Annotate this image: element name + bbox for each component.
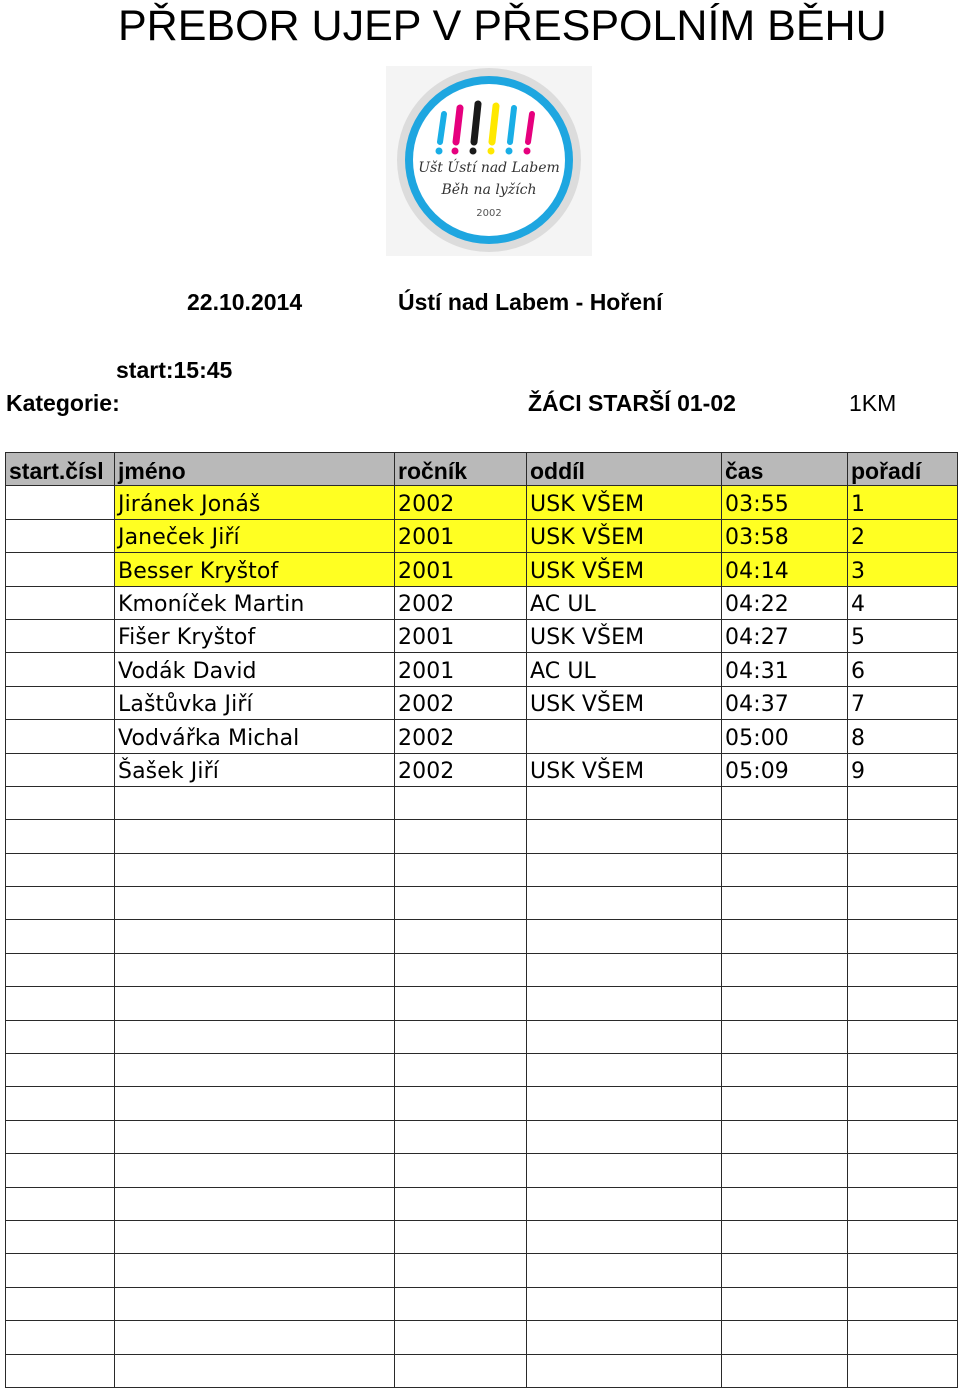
club-cell: AC UL: [527, 586, 722, 619]
start-number-cell: [6, 1120, 115, 1153]
time-cell: [722, 820, 848, 853]
table-row: [6, 486, 958, 519]
year-cell: 2002: [395, 753, 527, 786]
time-cell: 04:37: [722, 686, 848, 719]
time-cell: [722, 887, 848, 920]
time-cell: [722, 1254, 848, 1287]
year-cell: [395, 1220, 527, 1253]
rank-cell: [848, 887, 958, 920]
start-number-cell: [6, 486, 115, 519]
rank-cell: 7: [848, 686, 958, 719]
name-cell: [115, 953, 395, 986]
start-number-cell: [6, 1321, 115, 1354]
name-cell: Jiránek Jonáš: [115, 486, 395, 519]
name-cell: [115, 820, 395, 853]
name-cell: [115, 987, 395, 1020]
club-cell: AC UL: [527, 653, 722, 686]
time-cell: [722, 920, 848, 953]
rank-cell: 2: [848, 519, 958, 552]
start-number-cell: [6, 953, 115, 986]
name-cell: [115, 1154, 395, 1187]
table-row: [6, 720, 958, 753]
column-header-time: čas: [722, 453, 848, 486]
name-cell: [115, 887, 395, 920]
year-cell: [395, 987, 527, 1020]
start-number-cell: [6, 987, 115, 1020]
time-cell: [722, 1154, 848, 1187]
column-header-rank: pořadí: [848, 453, 958, 486]
rank-cell: [848, 820, 958, 853]
time-cell: [722, 1321, 848, 1354]
time-cell: [722, 786, 848, 819]
name-cell: Kmoníček Martin: [115, 586, 395, 619]
start-number-cell: [6, 586, 115, 619]
start-number-cell: [6, 1087, 115, 1120]
table-row: [6, 1321, 958, 1354]
year-cell: [395, 1254, 527, 1287]
start-number-cell: [6, 887, 115, 920]
rank-cell: 3: [848, 553, 958, 586]
start-number-cell: [6, 1354, 115, 1387]
club-cell: [527, 720, 722, 753]
category-label: Kategorie:: [6, 390, 120, 416]
page-title: PŘEBOR UJEP V PŘESPOLNÍM BĚHU: [118, 2, 887, 50]
time-cell: [722, 1187, 848, 1220]
table-row: [6, 753, 958, 786]
column-header-club: oddíl: [527, 453, 722, 486]
start-time: start:15:45: [116, 357, 233, 383]
club-cell: [527, 1354, 722, 1387]
year-cell: 2001: [395, 653, 527, 686]
club-cell: [527, 1087, 722, 1120]
rank-cell: [848, 1287, 958, 1320]
name-cell: [115, 1054, 395, 1087]
club-cell: USK VŠEM: [527, 619, 722, 652]
rank-cell: [848, 1154, 958, 1187]
year-cell: [395, 887, 527, 920]
start-number-cell: [6, 820, 115, 853]
club-cell: [527, 1254, 722, 1287]
club-cell: [527, 1321, 722, 1354]
logo-line-1: Ušt Ústí nad Labem: [418, 160, 560, 176]
rank-cell: [848, 1254, 958, 1287]
table-header-row: [6, 453, 958, 486]
year-cell: [395, 1054, 527, 1087]
time-cell: [722, 1354, 848, 1387]
name-cell: Vodák David: [115, 653, 395, 686]
table-row: [6, 1220, 958, 1253]
table-row: [6, 987, 958, 1020]
race-date: 22.10.2014: [187, 289, 303, 315]
club-cell: [527, 786, 722, 819]
year-cell: 2002: [395, 720, 527, 753]
time-cell: 03:55: [722, 486, 848, 519]
club-cell: [527, 1187, 722, 1220]
name-cell: [115, 1087, 395, 1120]
time-cell: [722, 987, 848, 1020]
name-cell: Laštůvka Jiří: [115, 686, 395, 719]
year-cell: [395, 1120, 527, 1153]
year-cell: 2001: [395, 553, 527, 586]
time-cell: [722, 1220, 848, 1253]
results-table: [5, 452, 958, 1388]
table-row: [6, 1154, 958, 1187]
rank-cell: [848, 1087, 958, 1120]
rank-cell: 1: [848, 486, 958, 519]
club-cell: [527, 820, 722, 853]
name-cell: [115, 1120, 395, 1153]
table-row: [6, 1054, 958, 1087]
name-cell: [115, 1220, 395, 1253]
start-number-cell: [6, 753, 115, 786]
year-cell: [395, 786, 527, 819]
time-cell: 05:00: [722, 720, 848, 753]
club-cell: [527, 987, 722, 1020]
name-cell: Besser Kryštof: [115, 553, 395, 586]
start-number-cell: [6, 853, 115, 886]
time-cell: [722, 1054, 848, 1087]
table-row: [6, 1254, 958, 1287]
rank-cell: [848, 1120, 958, 1153]
club-cell: [527, 920, 722, 953]
table-row: [6, 1087, 958, 1120]
start-number-cell: [6, 1054, 115, 1087]
table-row: [6, 619, 958, 652]
start-number-cell: [6, 686, 115, 719]
time-cell: [722, 1020, 848, 1053]
club-cell: USK VŠEM: [527, 753, 722, 786]
rank-cell: [848, 1187, 958, 1220]
club-cell: [527, 1154, 722, 1187]
club-cell: [527, 1220, 722, 1253]
name-cell: Fišer Kryštof: [115, 619, 395, 652]
time-cell: 04:27: [722, 619, 848, 652]
rank-cell: 4: [848, 586, 958, 619]
year-cell: 2002: [395, 486, 527, 519]
rank-cell: [848, 920, 958, 953]
club-cell: USK VŠEM: [527, 519, 722, 552]
year-cell: [395, 1287, 527, 1320]
table-row: [6, 1120, 958, 1153]
rank-cell: [848, 1020, 958, 1053]
club-logo: [386, 66, 592, 256]
rank-cell: [848, 853, 958, 886]
rank-cell: [848, 1220, 958, 1253]
column-header-start-number: start.čísl: [6, 453, 115, 486]
year-cell: 2001: [395, 619, 527, 652]
club-cell: USK VŠEM: [527, 686, 722, 719]
rank-cell: [848, 786, 958, 819]
table-row: [6, 519, 958, 552]
rank-cell: [848, 1354, 958, 1387]
table-row: [6, 786, 958, 819]
start-number-cell: [6, 553, 115, 586]
club-cell: [527, 853, 722, 886]
table-row: [6, 586, 958, 619]
time-cell: 04:14: [722, 553, 848, 586]
table-row: [6, 887, 958, 920]
year-cell: 2001: [395, 519, 527, 552]
name-cell: [115, 853, 395, 886]
table-row: [6, 920, 958, 953]
club-cell: [527, 953, 722, 986]
table-row: [6, 853, 958, 886]
year-cell: [395, 1354, 527, 1387]
start-number-cell: [6, 619, 115, 652]
time-cell: [722, 1287, 848, 1320]
name-cell: [115, 1020, 395, 1053]
club-cell: [527, 1120, 722, 1153]
table-row: [6, 953, 958, 986]
time-cell: 04:31: [722, 653, 848, 686]
club-cell: USK VŠEM: [527, 553, 722, 586]
year-cell: [395, 1087, 527, 1120]
start-number-cell: [6, 1154, 115, 1187]
name-cell: [115, 920, 395, 953]
time-cell: 03:58: [722, 519, 848, 552]
start-number-cell: [6, 720, 115, 753]
table-row: [6, 1354, 958, 1387]
rank-cell: [848, 1054, 958, 1087]
table-row: [6, 653, 958, 686]
club-cell: [527, 1054, 722, 1087]
club-cell: [527, 1287, 722, 1320]
rank-cell: 8: [848, 720, 958, 753]
rank-cell: [848, 953, 958, 986]
year-cell: [395, 1187, 527, 1220]
club-cell: [527, 887, 722, 920]
name-cell: [115, 1321, 395, 1354]
start-number-cell: [6, 920, 115, 953]
column-header-year: ročník: [395, 453, 527, 486]
table-row: [6, 686, 958, 719]
name-cell: [115, 1287, 395, 1320]
year-cell: [395, 820, 527, 853]
start-number-cell: [6, 653, 115, 686]
time-cell: [722, 1087, 848, 1120]
rank-cell: 6: [848, 653, 958, 686]
name-cell: Janeček Jiří: [115, 519, 395, 552]
race-place: Ústí nad Labem - Hoření: [398, 289, 663, 315]
name-cell: Šašek Jiří: [115, 753, 395, 786]
time-cell: [722, 1120, 848, 1153]
start-number-cell: [6, 786, 115, 819]
table-row: [6, 1187, 958, 1220]
column-header-name: jméno: [115, 453, 395, 486]
category-value: ŽÁCI STARŠÍ 01-02: [528, 390, 736, 416]
year-cell: [395, 953, 527, 986]
year-cell: 2002: [395, 586, 527, 619]
year-cell: [395, 1020, 527, 1053]
year-cell: [395, 1154, 527, 1187]
start-number-cell: [6, 1187, 115, 1220]
start-number-cell: [6, 1254, 115, 1287]
year-cell: [395, 920, 527, 953]
logo-line-2: Běh na lyžích: [441, 182, 537, 198]
year-cell: [395, 1321, 527, 1354]
year-cell: [395, 853, 527, 886]
time-cell: 05:09: [722, 753, 848, 786]
time-cell: [722, 853, 848, 886]
start-number-cell: [6, 519, 115, 552]
time-cell: 04:22: [722, 586, 848, 619]
logo-line-3: 2002: [476, 208, 502, 219]
name-cell: [115, 1354, 395, 1387]
name-cell: Vodvářka Michal: [115, 720, 395, 753]
table-row: [6, 1287, 958, 1320]
name-cell: [115, 1187, 395, 1220]
results-body: [6, 453, 958, 1388]
club-cell: USK VŠEM: [527, 486, 722, 519]
year-cell: 2002: [395, 686, 527, 719]
rank-cell: [848, 987, 958, 1020]
table-row: [6, 820, 958, 853]
start-number-cell: [6, 1220, 115, 1253]
club-cell: [527, 1020, 722, 1053]
name-cell: [115, 1254, 395, 1287]
rank-cell: 5: [848, 619, 958, 652]
table-row: [6, 1020, 958, 1053]
name-cell: [115, 786, 395, 819]
table-row: [6, 553, 958, 586]
time-cell: [722, 953, 848, 986]
start-number-cell: [6, 1020, 115, 1053]
distance: 1KM: [849, 390, 897, 416]
rank-cell: [848, 1321, 958, 1354]
rank-cell: 9: [848, 753, 958, 786]
start-number-cell: [6, 1287, 115, 1320]
